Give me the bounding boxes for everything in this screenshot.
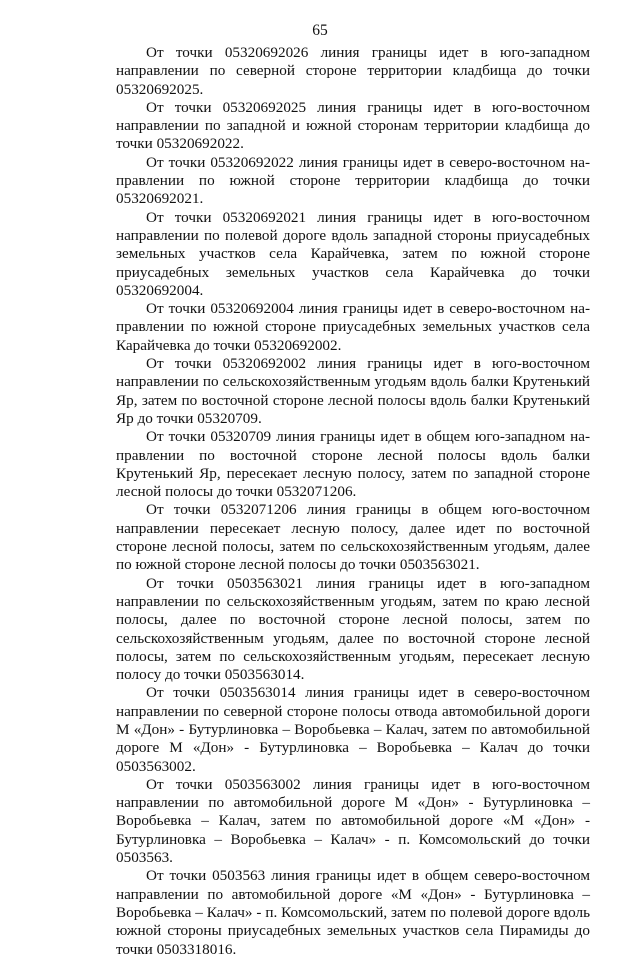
paragraph: От точки 05320692002 линия границы идет в юго-восточном направлении по сельскохозяйственным угодьям вдоль балки Крутенький Яр, затем по восточной стороне лесной полосы вдоль балки Крутенький Яр до точки 05320709. bbox=[116, 355, 590, 427]
paragraph: От точки 05320692022 линия границы идет в северо-восточном направлении по южной стороне территории кладбища до точки 05320692021. bbox=[116, 153, 590, 208]
paragraph: От точки 0503563014 линия границы идет в северо-восточном направлении по северной стороне полосы отвода автомобильной дороги М «Дон» - Бутурлиновка – Воробьевка – Калач, затем по автомобильной дороге М «Дон» - Бутурлиновка – Воробьевка – Калач до точки 0503563002. bbox=[116, 684, 590, 775]
paragraph: От точки 0503563 линия границы идет в общем северо-восточном направлении по автомобильной дороге «М «Дон» - Бутурлиновка – Воробьевка – Калач» - п. Комсомольский, затем по полевой дороге вдоль южной стороны приусадебных земельных участков села Пирамиды до точки 0503318016. bbox=[116, 867, 590, 958]
document-body bbox=[116, 44, 590, 959]
paragraph: От точки 05320692004 линия границы идет в северо-восточном направлении по южной стороне приусадебных земельных участков села Карайчевка до точки 05320692002. bbox=[116, 300, 590, 354]
paragraph: От точки 0503563002 линия границы идет в юго-восточном направлении по автомобильной дороге М «Дон» - Бутурлиновка – Воробьевка – Калач, затем по автомобильной дороге «М «Дон» - Бутурлиновка – Воробьевка – Калач» - п. Комсомольский до точки 0503563. bbox=[116, 775, 590, 867]
paragraph: От точки 05320692026 линия границы идет в юго-западном направлении по северной стороне территории кладбища до точки 05320692025. bbox=[116, 44, 590, 98]
paragraph: От точки 05320709 линия границы идет в общем юго-западном направлении по восточной стороне лесной полосы вдоль балки Крутенький Яр, пересекает лесную полосу, затем по западной стороне лесной полосы до точки 0532071206. bbox=[116, 428, 590, 501]
paragraph: От точки 0532071206 линия границы в общем юго-восточном направлении пересекает лесную полосу, далее идет по восточной стороне лесной полосы, затем по сельскохозяйственным угодьям, далее по южной стороне лесной полосы до точки 0503563021. bbox=[116, 501, 590, 574]
page-number: 65 bbox=[312, 22, 328, 39]
paragraph: От точки 0503563021 линия границы идет в юго-западном направлении по сельскохозяйственным угодьям, затем по краю лесной полосы, далее по восточной стороне лесной полосы, затем по сельскохозяйственным угодьям, далее по восточной стороне лесной полосы, затем по сельскохозяйственным угодьям, пересекает лесную полосу до точки 0503563014. bbox=[116, 574, 590, 684]
paragraph: От точки 05320692021 линия границы идет в юго-восточном направлении по полевой дороге вдоль западной стороны приусадебных земельных участков села Карайчевка, затем по южной стороне приусадебных земельных участков села Карайчевка до точки 05320692004. bbox=[116, 208, 590, 299]
paragraph: От точки 05320692025 линия границы идет в юго-восточном направлении по западной и южной сторонам территории кладбища до точки 05320692022. bbox=[116, 98, 590, 153]
